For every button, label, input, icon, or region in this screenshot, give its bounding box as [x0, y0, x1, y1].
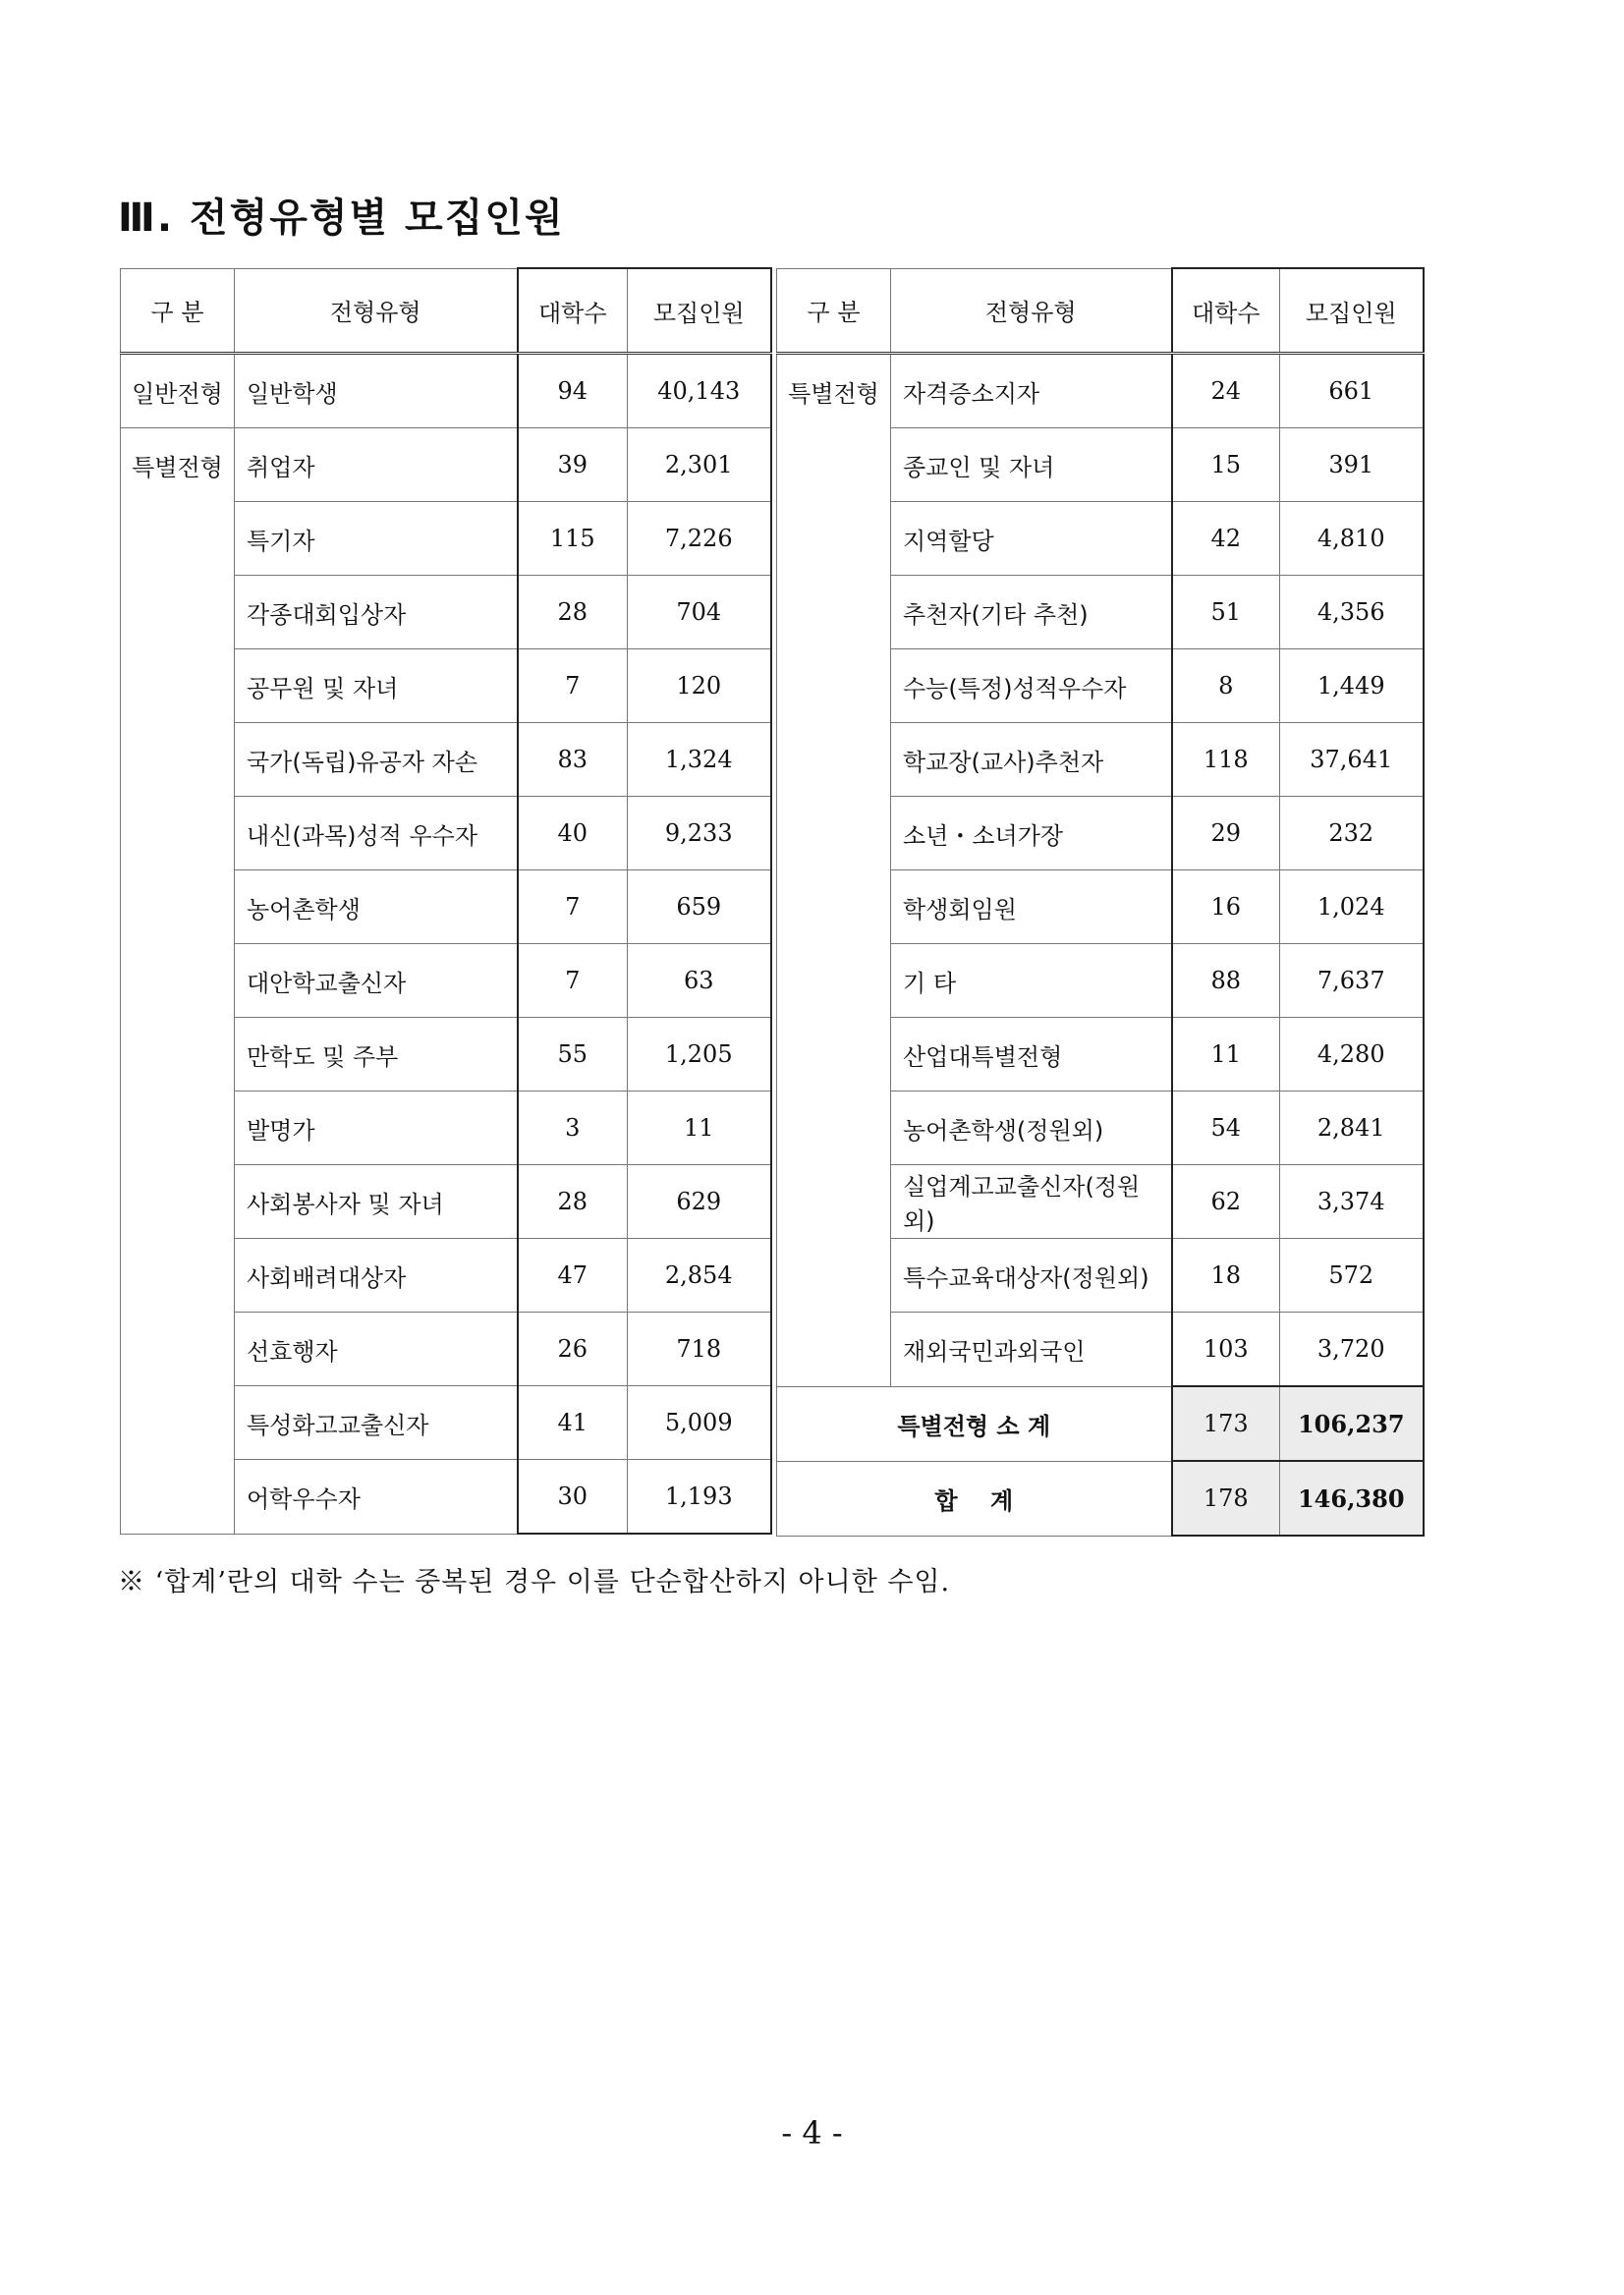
row-category-empty: [121, 1092, 235, 1165]
table-row: [121, 1239, 771, 1313]
row-type: 지역할당: [891, 502, 1172, 576]
row-category-empty: [121, 1239, 235, 1313]
table-row: [777, 1239, 1424, 1313]
row-universities: 41: [518, 1386, 628, 1460]
header-recruits: 모집인원: [1280, 268, 1424, 354]
row-recruits: 4,280: [1280, 1018, 1424, 1092]
row-universities: 29: [1172, 797, 1280, 870]
row-category-empty: [777, 1092, 891, 1165]
row-category-empty: [777, 1313, 891, 1387]
row-category: 특별전형: [121, 428, 235, 502]
table-row: [121, 428, 771, 502]
row-recruits: 2,854: [628, 1239, 771, 1313]
total-row: [777, 1461, 1424, 1536]
footnote: ※ ‘합계’란의 대학 수는 중복된 경우 이를 단순합산하지 아니한 수임.: [118, 1567, 951, 1597]
row-universities: 94: [518, 354, 628, 428]
row-recruits: 11: [628, 1092, 771, 1165]
table-row: [777, 1092, 1424, 1165]
row-universities: 8: [1172, 649, 1280, 723]
header-category: 구 분: [777, 268, 891, 354]
header-type: 전형유형: [235, 268, 518, 354]
row-universities: 7: [518, 870, 628, 944]
row-type: 사회배려대상자: [235, 1239, 518, 1313]
row-category-empty: [777, 944, 891, 1018]
row-universities: 47: [518, 1239, 628, 1313]
row-category-empty: [121, 870, 235, 944]
table-row: [777, 1165, 1424, 1239]
table-row: [777, 354, 1424, 428]
row-recruits: 3,374: [1280, 1165, 1424, 1239]
row-recruits: 2,301: [628, 428, 771, 502]
row-recruits: 5,009: [628, 1386, 771, 1460]
row-recruits: 659: [628, 870, 771, 944]
row-category-empty: [777, 428, 891, 502]
row-universities: 51: [1172, 576, 1280, 649]
row-universities: 62: [1172, 1165, 1280, 1239]
row-universities: 88: [1172, 944, 1280, 1018]
header-universities: 대학수: [518, 268, 628, 354]
row-type: 학생회임원: [891, 870, 1172, 944]
table-row: [777, 723, 1424, 797]
row-type: 취업자: [235, 428, 518, 502]
row-type: 농어촌학생(정원외): [891, 1092, 1172, 1165]
row-category-empty: [121, 1386, 235, 1460]
row-recruits: 1,324: [628, 723, 771, 797]
row-universities: 26: [518, 1313, 628, 1386]
table-row: [777, 649, 1424, 723]
row-recruits: 63: [628, 944, 771, 1018]
row-type: 대안학교출신자: [235, 944, 518, 1018]
row-category-empty: [777, 1018, 891, 1092]
row-type: 종교인 및 자녀: [891, 428, 1172, 502]
row-recruits: 704: [628, 576, 771, 649]
table-row: [121, 723, 771, 797]
row-type: 각종대회입상자: [235, 576, 518, 649]
table-row: [777, 502, 1424, 576]
total-recruits: 146,380: [1280, 1461, 1424, 1536]
header-universities: 대학수: [1172, 268, 1280, 354]
row-universities: 24: [1172, 354, 1280, 428]
table-row: [777, 870, 1424, 944]
subtotal-row: [777, 1386, 1424, 1461]
table-row: [121, 1092, 771, 1165]
table-row: [777, 576, 1424, 649]
row-universities: 15: [1172, 428, 1280, 502]
row-universities: 54: [1172, 1092, 1280, 1165]
row-recruits: 232: [1280, 797, 1424, 870]
row-recruits: 1,024: [1280, 870, 1424, 944]
row-type: 산업대특별전형: [891, 1018, 1172, 1092]
row-category-empty: [121, 723, 235, 797]
row-category-empty: [121, 649, 235, 723]
row-universities: 83: [518, 723, 628, 797]
row-recruits: 2,841: [1280, 1092, 1424, 1165]
row-recruits: 1,205: [628, 1018, 771, 1092]
row-category-empty: [777, 649, 891, 723]
row-universities: 3: [518, 1092, 628, 1165]
table-row: [121, 649, 771, 723]
row-type: 만학도 및 주부: [235, 1018, 518, 1092]
row-recruits: 1,449: [1280, 649, 1424, 723]
row-type: 내신(과목)성적 우수자: [235, 797, 518, 870]
row-universities: 30: [518, 1460, 628, 1535]
row-universities: 28: [518, 1165, 628, 1239]
table-row: [121, 1018, 771, 1092]
row-type: 사회봉사자 및 자녀: [235, 1165, 518, 1239]
row-category-empty: [777, 723, 891, 797]
row-category-empty: [121, 1313, 235, 1386]
row-type: 자격증소지자: [891, 354, 1172, 428]
row-category-empty: [121, 1018, 235, 1092]
header-type: 전형유형: [891, 268, 1172, 354]
row-universities: 28: [518, 576, 628, 649]
row-universities: 39: [518, 428, 628, 502]
row-category-empty: [777, 1239, 891, 1313]
table-row: [121, 354, 771, 428]
row-type: 학교장(교사)추천자: [891, 723, 1172, 797]
total-universities: 178: [1172, 1461, 1280, 1536]
row-type: 기 타: [891, 944, 1172, 1018]
table-row: [121, 1386, 771, 1460]
row-category: 특별전형: [777, 354, 891, 428]
row-universities: 115: [518, 502, 628, 576]
row-recruits: 40,143: [628, 354, 771, 428]
row-recruits: 718: [628, 1313, 771, 1386]
row-type: 공무원 및 자녀: [235, 649, 518, 723]
row-recruits: 572: [1280, 1239, 1424, 1313]
row-recruits: 391: [1280, 428, 1424, 502]
row-universities: 55: [518, 1018, 628, 1092]
row-category-empty: [777, 502, 891, 576]
table-row: [121, 1460, 771, 1535]
right-recruitment-table: [776, 267, 1425, 1537]
row-recruits: 9,233: [628, 797, 771, 870]
header-category: 구 분: [121, 268, 235, 354]
row-recruits: 37,641: [1280, 723, 1424, 797]
row-type: 발명가: [235, 1092, 518, 1165]
header-recruits: 모집인원: [628, 268, 771, 354]
row-type: 실업계고교출신자(정원외): [891, 1165, 1172, 1239]
table-row: [121, 944, 771, 1018]
row-type: 어학우수자: [235, 1460, 518, 1535]
row-category-empty: [121, 1165, 235, 1239]
row-category-empty: [121, 944, 235, 1018]
row-recruits: 7,226: [628, 502, 771, 576]
table-row: [121, 576, 771, 649]
row-type: 특수교육대상자(정원외): [891, 1239, 1172, 1313]
row-universities: 103: [1172, 1313, 1280, 1387]
row-recruits: 3,720: [1280, 1313, 1424, 1387]
row-category-empty: [121, 1460, 235, 1535]
subtotal-universities: 173: [1172, 1386, 1280, 1461]
row-type: 특기자: [235, 502, 518, 576]
row-type: 일반학생: [235, 354, 518, 428]
table-row: [777, 428, 1424, 502]
row-category-empty: [777, 870, 891, 944]
row-category-empty: [777, 576, 891, 649]
row-type: 수능(특정)성적우수자: [891, 649, 1172, 723]
row-type: 추천자(기타 추천): [891, 576, 1172, 649]
row-category: 일반전형: [121, 354, 235, 428]
row-universities: 40: [518, 797, 628, 870]
table-row: [777, 1018, 1424, 1092]
table-row: [121, 870, 771, 944]
row-category-empty: [121, 797, 235, 870]
row-type: 특성화고교출신자: [235, 1386, 518, 1460]
row-type: 재외국민과외국인: [891, 1313, 1172, 1387]
table-row: [777, 797, 1424, 870]
table-row: [777, 944, 1424, 1018]
table-row: [121, 502, 771, 576]
row-universities: 7: [518, 944, 628, 1018]
row-category-empty: [777, 1165, 891, 1239]
row-universities: 42: [1172, 502, 1280, 576]
table-row: [121, 1313, 771, 1386]
row-type: 소년・소녀가장: [891, 797, 1172, 870]
row-universities: 18: [1172, 1239, 1280, 1313]
row-category-empty: [121, 502, 235, 576]
row-universities: 11: [1172, 1018, 1280, 1092]
row-type: 선효행자: [235, 1313, 518, 1386]
row-recruits: 4,810: [1280, 502, 1424, 576]
row-universities: 16: [1172, 870, 1280, 944]
table-row: [121, 1165, 771, 1239]
left-recruitment-table: [120, 267, 772, 1535]
row-type: 농어촌학생: [235, 870, 518, 944]
row-type: 국가(독립)유공자 자손: [235, 723, 518, 797]
row-universities: 7: [518, 649, 628, 723]
row-category-empty: [777, 797, 891, 870]
row-universities: 118: [1172, 723, 1280, 797]
table-row: [121, 797, 771, 870]
row-category-empty: [121, 576, 235, 649]
table-row: [777, 1313, 1424, 1387]
subtotal-label: 특별전형 소 계: [777, 1386, 1172, 1461]
subtotal-recruits: 106,237: [1280, 1386, 1424, 1461]
row-recruits: 661: [1280, 354, 1424, 428]
page-number: - 4 -: [781, 2114, 843, 2152]
row-recruits: 4,356: [1280, 576, 1424, 649]
row-recruits: 120: [628, 649, 771, 723]
row-recruits: 1,193: [628, 1460, 771, 1535]
page-title: Ⅲ. 전형유형별 모집인원: [118, 196, 565, 241]
row-recruits: 629: [628, 1165, 771, 1239]
row-recruits: 7,637: [1280, 944, 1424, 1018]
total-label: 합 계: [777, 1461, 1172, 1536]
